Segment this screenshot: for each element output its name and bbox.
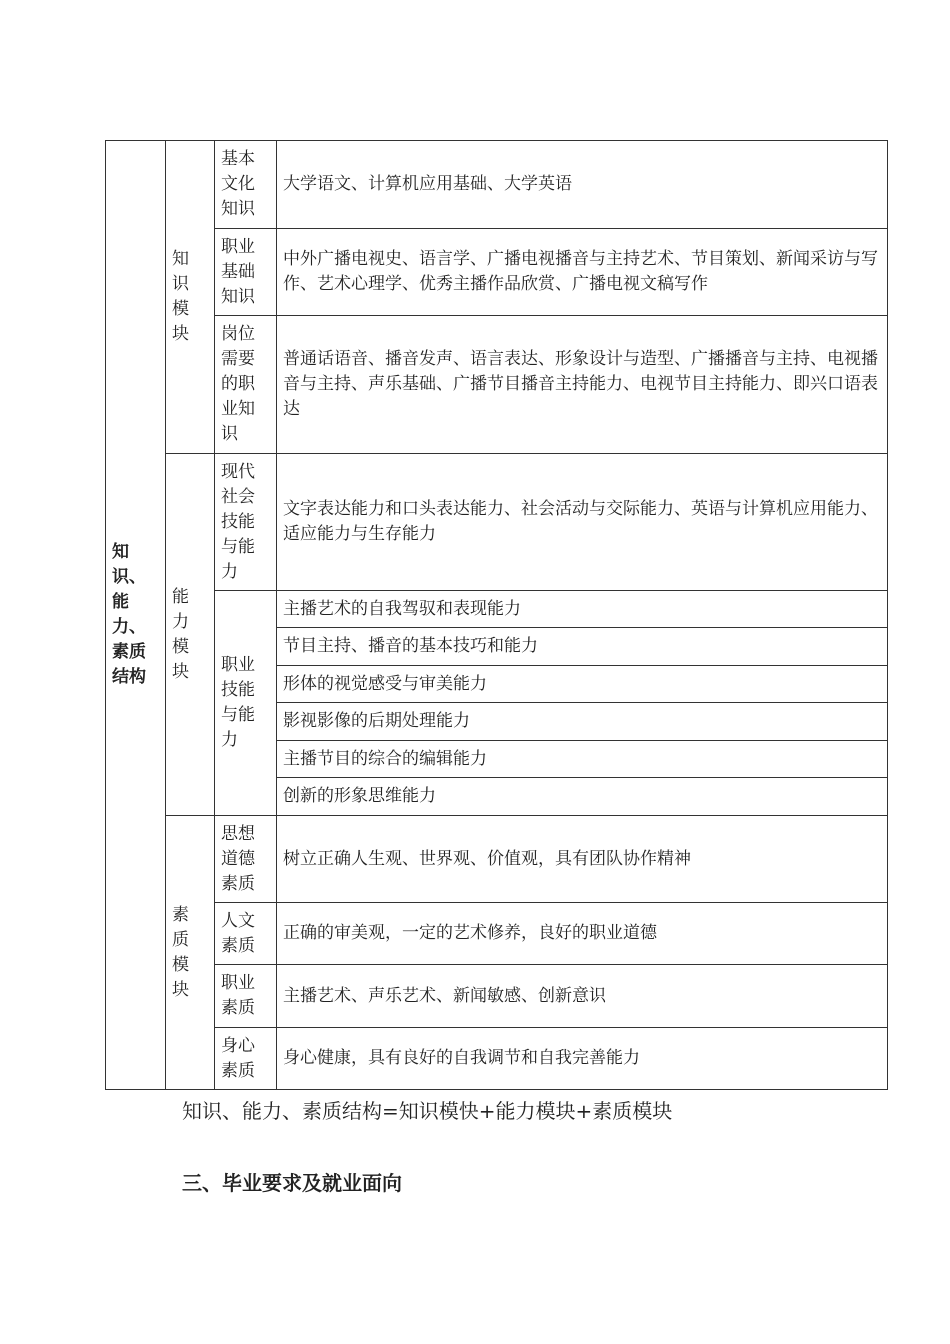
root-label: 知识、能力、素质结构 [112, 542, 146, 687]
desc-cell [277, 666, 888, 703]
desc-text: 形体的视觉感受与审美能力 [283, 673, 487, 694]
desc-text: 节目主持、播音的基本技巧和能力 [283, 636, 538, 656]
desc-cell [277, 628, 888, 666]
module-label-cell [166, 816, 215, 1090]
desc-text: 主播节目的综合的编辑能力 [283, 748, 487, 769]
desc-text: 中外广播电视史、语言学、广播电视播音与主持艺术、节目策划、新闻采访与写作、艺术心理学、优秀主播作品欣赏、广播电视文稿写作 [283, 249, 878, 294]
table-row [106, 1028, 888, 1090]
table-row [106, 454, 888, 591]
desc-cell [277, 741, 888, 778]
table-caption: 知识、能力、素质结构=知识模快+能力模块+素质模块 [182, 1099, 673, 1123]
table-row [106, 965, 888, 1028]
desc-cell [277, 703, 888, 741]
sub-label-cell [215, 591, 277, 816]
table-row [106, 316, 888, 454]
sub-label: 岗位需要的职业知识 [221, 324, 255, 444]
module-label-knowledge: 知识模块 [172, 249, 189, 344]
desc-text: 普通话语音、播音发声、语言表达、形象设计与造型、广播播音与主持、电视播音与主持、声乐基础、广播节目播音主持能力、电视节目主持能力、即兴口语表达 [283, 349, 878, 419]
sub-label-cell [215, 141, 277, 229]
module-label-quality: 素质模块 [172, 904, 189, 1000]
table-row [106, 903, 888, 965]
desc-cell [277, 454, 888, 591]
sub-label: 身心素质 [221, 1035, 255, 1081]
sub-label-cell [215, 1028, 277, 1090]
table-row [106, 229, 888, 316]
desc-cell [277, 903, 888, 965]
desc-cell [277, 816, 888, 903]
desc-text: 主播艺术、声乐艺术、新闻敏感、创新意识 [283, 985, 606, 1006]
structure-table [105, 140, 888, 1090]
sub-label-cell [215, 454, 277, 591]
desc-text: 正确的审美观，一定的艺术修养，良好的职业道德 [283, 923, 657, 943]
sub-label: 职业素质 [221, 973, 255, 1018]
desc-cell [277, 591, 888, 628]
sub-label: 人文素质 [221, 910, 255, 956]
desc-cell [277, 778, 888, 816]
module-label-cell [166, 141, 215, 454]
sub-label-cell [215, 316, 277, 454]
sub-label: 现代社会技能与能力 [221, 461, 255, 582]
sub-label-cell [215, 965, 277, 1028]
desc-cell [277, 316, 888, 454]
table-row [106, 816, 888, 903]
sub-label: 基本文化知识 [221, 149, 255, 219]
desc-cell [277, 141, 888, 229]
root-label-cell [106, 141, 166, 1090]
desc-text: 影视影像的后期处理能力 [283, 711, 470, 731]
desc-text: 大学语文、计算机应用基础、大学英语 [283, 174, 572, 194]
desc-text: 创新的形象思维能力 [283, 786, 436, 806]
desc-cell [277, 1028, 888, 1090]
module-label-ability: 能力模块 [172, 586, 189, 682]
table-row [106, 141, 888, 229]
module-label-cell [166, 454, 215, 816]
desc-text: 主播艺术的自我驾驭和表现能力 [283, 598, 521, 619]
sub-label: 职业技能与能力 [221, 655, 255, 750]
desc-cell [277, 229, 888, 316]
table-row [106, 591, 888, 628]
sub-label-cell [215, 816, 277, 903]
desc-text: 身心健康，具有良好的自我调节和自我完善能力 [283, 1048, 640, 1068]
sub-label-cell [215, 903, 277, 965]
section-heading: 三、毕业要求及就业面向 [182, 1171, 402, 1195]
desc-cell [277, 965, 888, 1028]
desc-text: 文字表达能力和口头表达能力、社会活动与交际能力、英语与计算机应用能力、适应能力与生存能力 [283, 499, 878, 544]
sub-label-cell [215, 229, 277, 316]
sub-label: 职业基础知识 [221, 236, 255, 307]
sub-label: 思想道德素质 [221, 823, 255, 894]
desc-text: 树立正确人生观、世界观、价值观，具有团队协作精神 [283, 848, 691, 869]
